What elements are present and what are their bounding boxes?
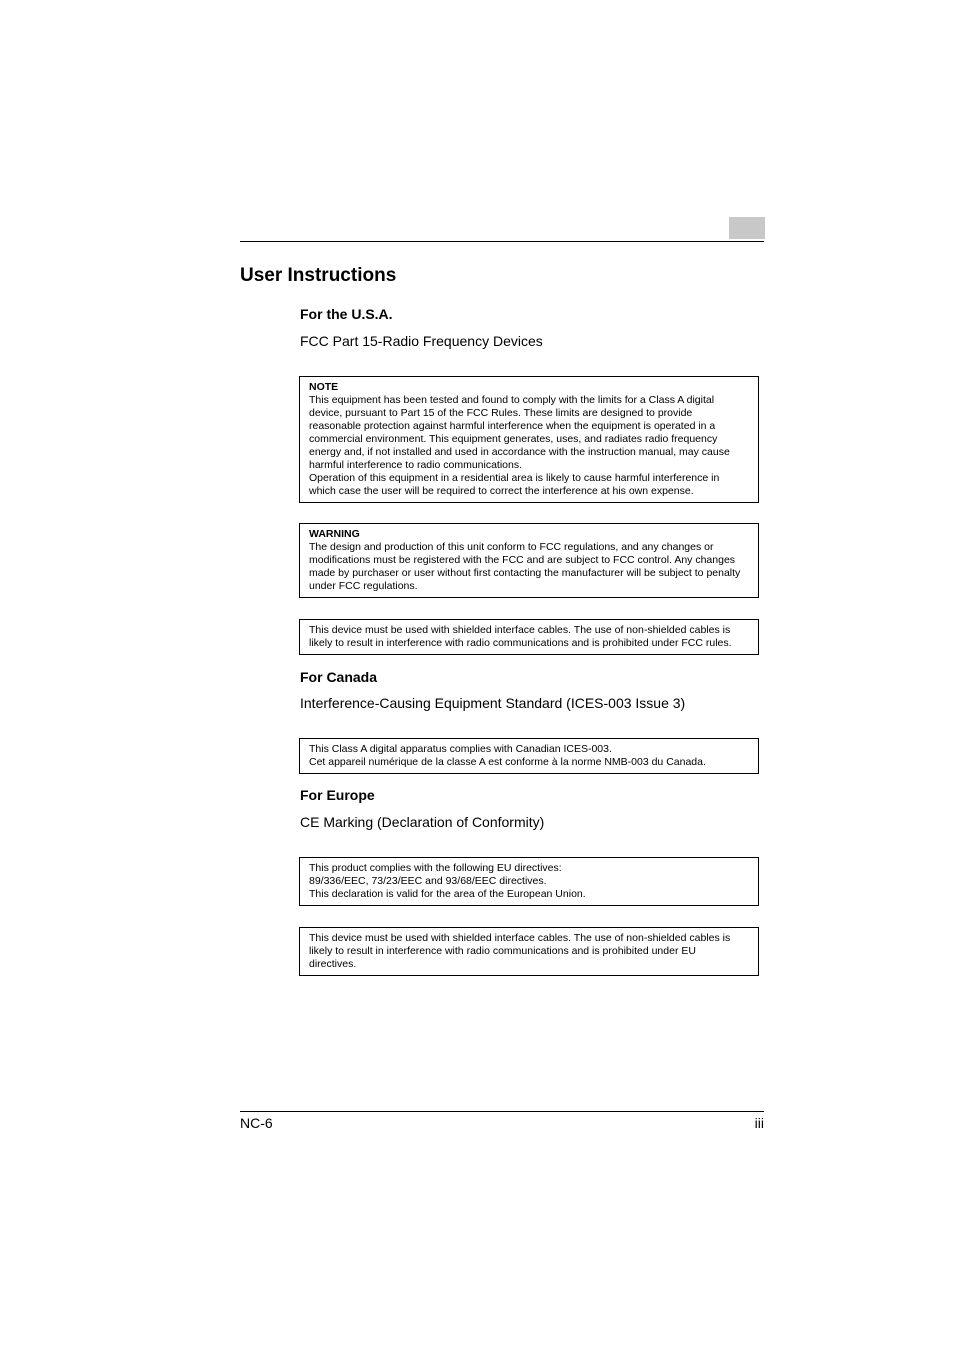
canada-line: This Class A digital apparatus complies with Canadian ICES-003. xyxy=(309,743,612,755)
eu-cables-line: directives. xyxy=(309,958,357,970)
usa-cables-line: This device must be used with shielded interface cables. The use of non-shielded cables is xyxy=(309,624,731,636)
canada-line: Cet appareil numérique de la classe A est conforme à la norme NMB-003 du Canada. xyxy=(309,756,706,768)
warning-line: The design and production of this unit conform to FCC regulations, and any changes or xyxy=(309,541,714,553)
footer-document-id: NC-6 xyxy=(240,1115,273,1131)
eu-directives-box xyxy=(299,857,759,906)
eu-cables-line: This device must be used with shielded interface cables. The use of non-shielded cables is xyxy=(309,932,731,944)
usa-cables-box xyxy=(299,619,759,655)
eu-cables-box xyxy=(299,927,759,976)
note-line: commercial environment. This equipment generates, uses, and radiates radio frequency xyxy=(309,433,718,445)
chapter-tab-marker xyxy=(729,217,765,239)
usa-subtitle: FCC Part 15-Radio Frequency Devices xyxy=(300,333,543,349)
warning-line: made by purchaser or user without first contacting the manufacturer will be subject to penalty xyxy=(309,567,741,579)
note-line: Operation of this equipment in a residential area is likely to cause harmful interference in xyxy=(309,472,720,484)
warning-box xyxy=(299,523,759,598)
header-rule xyxy=(240,241,764,242)
note-line: device, pursuant to Part 15 of the FCC Rules. These limits are designed to provide xyxy=(309,407,693,419)
note-line: which case the user will be required to correct the interference at his own expense. xyxy=(309,485,694,497)
canada-box xyxy=(299,738,759,774)
europe-subtitle: CE Marking (Declaration of Conformity) xyxy=(300,814,545,830)
eu-directives-line: This product complies with the following EU directives: xyxy=(309,862,562,874)
note-box xyxy=(299,376,759,503)
canada-heading: For Canada xyxy=(300,669,378,685)
eu-directives-line: This declaration is valid for the area of the European Union. xyxy=(309,888,586,900)
canada-subtitle: Interference-Causing Equipment Standard (ICES-003 Issue 3) xyxy=(300,695,686,711)
page-title: User Instructions xyxy=(240,265,397,286)
usa-heading: For the U.S.A. xyxy=(300,306,393,322)
eu-directives-line: 89/336/EEC, 73/23/EEC and 93/68/EEC directives. xyxy=(309,875,547,887)
eu-cables-line: likely to result in interference with radio communications and is prohibited under EU xyxy=(309,945,696,957)
footer-page-number: iii xyxy=(754,1115,764,1131)
note-line: harmful interference to radio communications. xyxy=(309,459,523,471)
footer-rule xyxy=(240,1111,764,1112)
note-line: This equipment has been tested and found to comply with the limits for a Class A digital xyxy=(309,394,715,406)
note-line: reasonable protection against harmful interference when the equipment is operated in a xyxy=(309,420,716,432)
note-line: energy and, if not installed and used in accordance with the instruction manual, may cause xyxy=(309,446,730,458)
note-label: NOTE xyxy=(309,381,339,393)
usa-cables-line: likely to result in interference with radio communications and is prohibited under FCC rules. xyxy=(309,637,732,649)
warning-line: modifications must be registered with the FCC and are subject to FCC control. Any changes xyxy=(309,554,736,566)
warning-label: WARNING xyxy=(309,528,360,540)
europe-heading: For Europe xyxy=(300,787,375,803)
warning-line: under FCC regulations. xyxy=(309,580,418,592)
